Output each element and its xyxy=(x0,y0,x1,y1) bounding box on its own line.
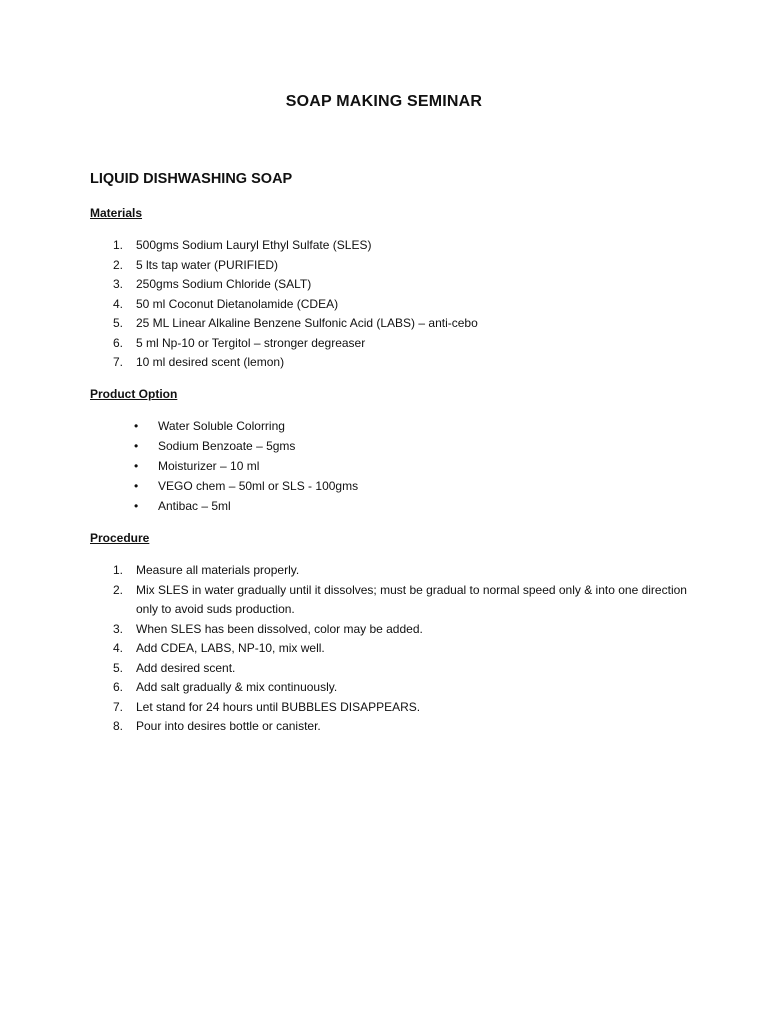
list-item xyxy=(113,678,693,698)
materials-heading: Materials xyxy=(90,206,143,220)
item-number: 1. xyxy=(113,238,124,252)
bullet-icon: • xyxy=(134,479,139,493)
list-item xyxy=(134,416,358,436)
item-text: Sodium Benzoate – 5gms xyxy=(158,439,296,453)
bullet-icon: • xyxy=(134,439,139,453)
item-number: 6. xyxy=(113,680,124,694)
list-item xyxy=(113,334,693,354)
procedure-list xyxy=(113,561,693,737)
list-item xyxy=(113,698,693,718)
item-number: 7. xyxy=(113,355,124,369)
list-item xyxy=(113,639,693,659)
item-text: Let stand for 24 hours until BUBBLES DISAPPEARS. xyxy=(136,699,421,714)
item-text: 5 ml Np-10 or Tergitol – stronger degreaser xyxy=(136,335,366,350)
item-text: 250gms Sodium Chloride (SALT) xyxy=(136,277,312,291)
item-text: Water Soluble Colorring xyxy=(158,419,285,433)
product-option-heading: Product Option xyxy=(90,387,178,401)
product-option-list xyxy=(134,416,358,516)
item-number: 1. xyxy=(113,563,124,577)
bullet-icon: • xyxy=(134,419,139,433)
item-text: 50 ml Coconut Dietanolamide (CDEA) xyxy=(136,296,339,311)
list-item xyxy=(134,476,358,496)
list-item xyxy=(134,456,358,476)
list-item xyxy=(113,581,693,620)
item-number: 2. xyxy=(113,257,124,272)
bullet-icon: • xyxy=(134,499,139,513)
item-text: When SLES has been dissolved, color may be added. xyxy=(136,621,423,636)
list-item xyxy=(113,561,693,581)
list-item xyxy=(113,314,693,334)
item-text: Measure all materials properly. xyxy=(136,563,300,577)
item-number: 8. xyxy=(113,719,124,733)
item-text: Moisturizer – 10 ml xyxy=(158,459,260,473)
item-text: 25 ML Linear Alkaline Benzene Sulfonic Acid (LABS) – anti-cebo xyxy=(136,316,478,330)
list-item xyxy=(113,353,693,373)
item-number: 3. xyxy=(113,621,124,636)
item-text: VEGO chem – 50ml or SLS - 100gms xyxy=(158,479,359,493)
item-text: Add CDEA, LABS, NP-10, mix well. xyxy=(136,641,325,655)
bullet-icon: • xyxy=(134,459,139,473)
list-item xyxy=(113,717,693,737)
list-item xyxy=(113,236,693,256)
item-number: 4. xyxy=(113,296,124,311)
item-text: Mix SLES in water gradually until it dissolves; must be gradual to normal speed only & into one direction only to avoid suds production. xyxy=(136,582,687,616)
item-number: 3. xyxy=(113,277,124,291)
item-text: 5 lts tap water (PURIFIED) xyxy=(136,257,279,272)
item-number: 7. xyxy=(113,699,124,714)
item-text: Add desired scent. xyxy=(136,660,236,675)
list-item xyxy=(113,275,693,295)
list-item xyxy=(113,295,693,315)
item-text: Pour into desires bottle or canister. xyxy=(136,719,321,733)
procedure-heading: Procedure xyxy=(90,531,150,545)
item-number: 6. xyxy=(113,335,124,350)
materials-list xyxy=(113,236,693,373)
list-item xyxy=(134,496,358,516)
item-number: 2. xyxy=(113,582,124,597)
list-item xyxy=(113,256,693,276)
item-text: 500gms Sodium Lauryl Ethyl Sulfate (SLES) xyxy=(136,238,372,252)
item-number: 4. xyxy=(113,641,124,655)
section-title: LIQUID DISHWASHING SOAP xyxy=(90,171,293,187)
item-number: 5. xyxy=(113,316,124,330)
item-number: 5. xyxy=(113,660,124,675)
item-text: Add salt gradually & mix continuously. xyxy=(136,680,338,694)
document-title: SOAP MAKING SEMINAR xyxy=(285,93,483,110)
list-item xyxy=(113,659,693,679)
item-text: Antibac – 5ml xyxy=(158,499,231,513)
list-item xyxy=(113,620,693,640)
item-text: 10 ml desired scent (lemon) xyxy=(136,355,285,369)
list-item xyxy=(134,436,358,456)
